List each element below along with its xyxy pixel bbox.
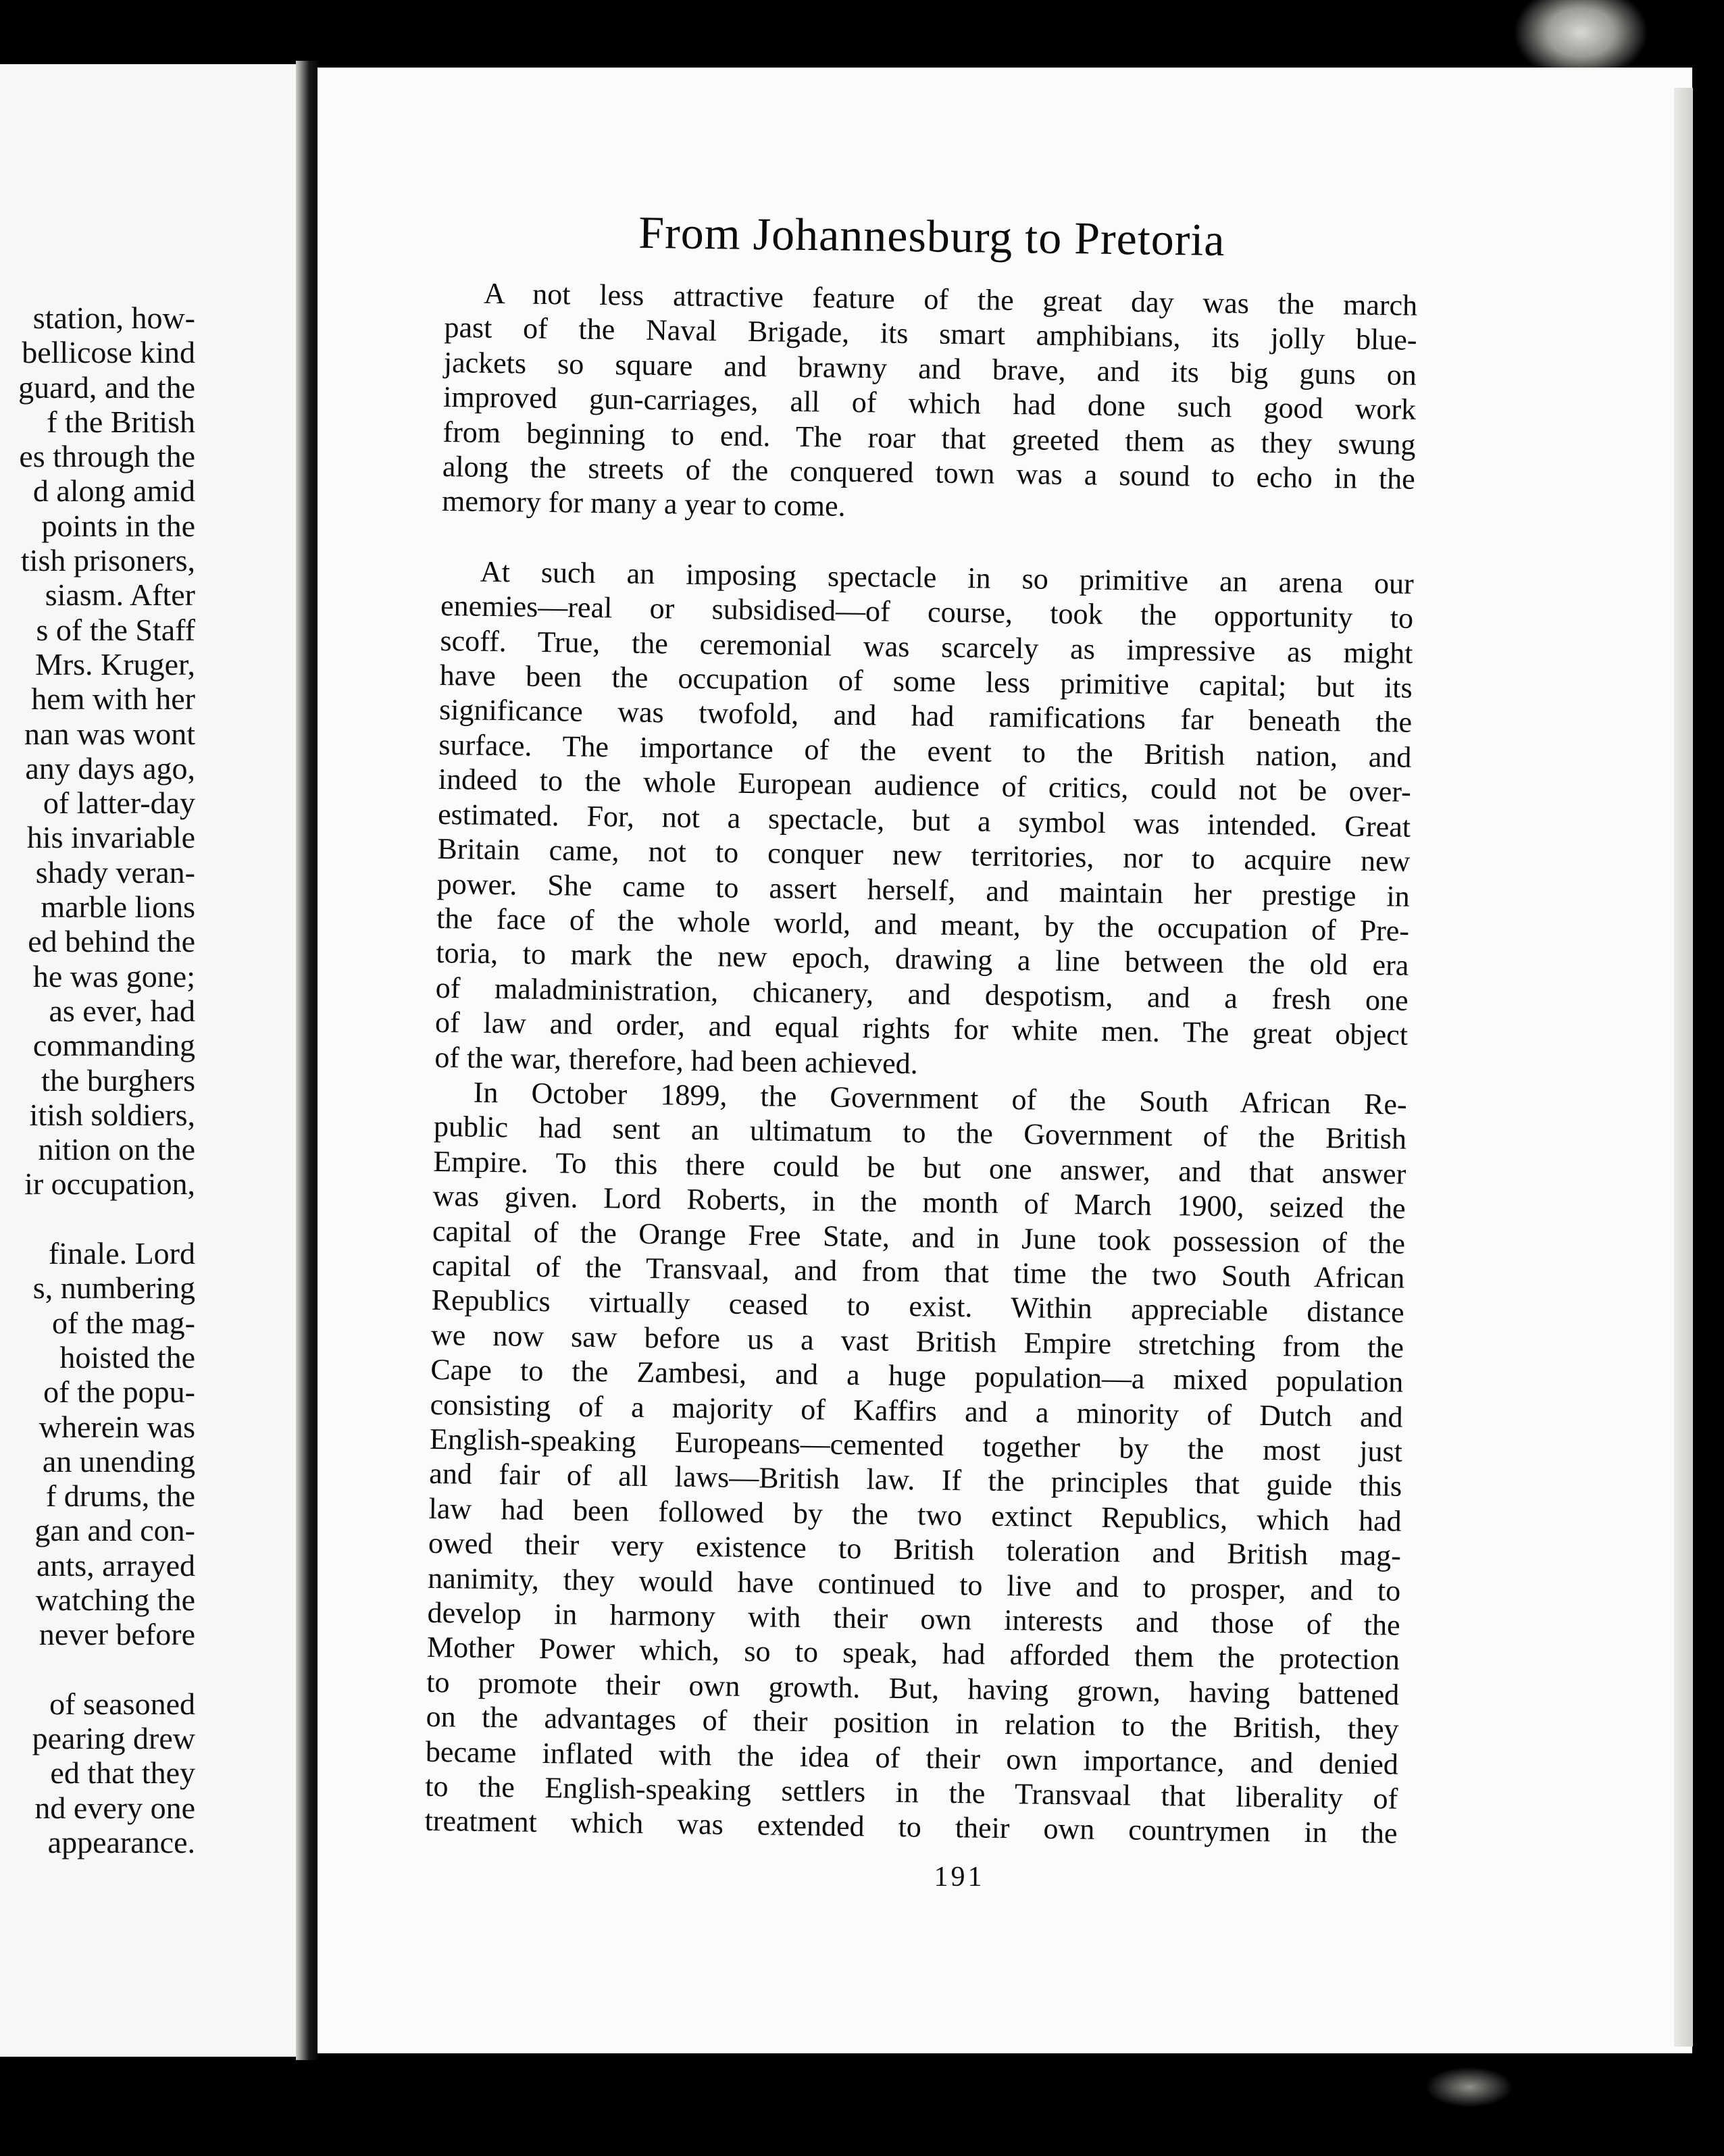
left-page-line: gan and con- xyxy=(34,1513,195,1548)
text-line: surface. The importance of the event to the British nation, and xyxy=(438,727,1412,774)
text-line: we now saw before us a vast British Empire stretching from the xyxy=(430,1318,1404,1364)
left-page-line: nd every one xyxy=(34,1790,195,1825)
left-page-line: guard, and the xyxy=(18,369,195,405)
text-line: capital of the Transvaal, and from that time the two South African xyxy=(432,1248,1405,1295)
text-line: treatment which was extended to their own countrymen in the xyxy=(424,1804,1398,1851)
text-line: In October 1899, the Government of the South African Re- xyxy=(473,1075,1407,1121)
left-page-line: never before xyxy=(39,1617,195,1652)
text-line: significance was twofold, and had ramifications far beneath the xyxy=(438,693,1413,740)
left-page-line: the burghers xyxy=(41,1062,195,1098)
text-line: Republics virtually ceased to exist. Within appreciable distance xyxy=(431,1283,1404,1330)
text-line: nanimity, they would have continued to live and to prosper, and to xyxy=(428,1561,1401,1608)
right-page xyxy=(318,68,1692,2053)
left-page-line: itish soldiers, xyxy=(29,1097,195,1132)
page-edge xyxy=(1674,88,1693,2047)
text-line: Empire. To this there could be but one answer, and that answer xyxy=(433,1144,1406,1191)
text-line: improved gun-carriages, all of which had done such good work xyxy=(442,380,1417,427)
left-page-line: hoisted the xyxy=(59,1339,195,1375)
left-page-line: watching the xyxy=(35,1582,195,1617)
text-line: Mother Power which, so to speak, had afforded them the protection xyxy=(426,1631,1400,1677)
text-line: toria, to mark the new epoch, drawing a line between the old era xyxy=(436,936,1409,983)
left-page-line: ed that they xyxy=(50,1755,195,1791)
text-line: power. She came to assert herself, and maintain her prestige in xyxy=(436,867,1411,913)
page-title: From Johannesburg to Pretoria xyxy=(638,206,1225,266)
left-page-line: es through the xyxy=(19,439,195,474)
text-line: law had been followed by the two extinct Republics, which had xyxy=(428,1491,1402,1538)
left-page-line: bellicose kind xyxy=(22,335,195,370)
text-line: consisting of a majority of Kaffirs and a minority of Dutch and xyxy=(430,1387,1403,1434)
left-page-line: he was gone; xyxy=(32,958,195,994)
text-line: public had sent an ultimatum to the Government of the British xyxy=(433,1110,1407,1156)
page-number: 191 xyxy=(934,1862,985,1893)
left-page-line: siasm. After xyxy=(45,578,195,613)
page-body xyxy=(424,276,1417,1851)
left-page-line: commanding xyxy=(32,1028,195,1063)
left-page-line: pearing drew xyxy=(32,1721,195,1756)
left-page-line: s, numbering xyxy=(32,1270,195,1306)
left-page-line: an unending xyxy=(42,1443,195,1479)
left-page-line: wherein was xyxy=(39,1409,195,1444)
text-line: English-speaking Europeans—cemented together by the most just xyxy=(429,1422,1403,1468)
left-page-line: nan was wont xyxy=(24,716,195,751)
left-page-line: s of the Staff xyxy=(36,612,195,647)
text-line: became inflated with the idea of their own importance, and denied xyxy=(425,1735,1399,1781)
left-page-line: ir occupation, xyxy=(24,1166,195,1202)
scan-artifact-bottom xyxy=(1425,2067,1513,2107)
text-line: and fair of all laws—British law. If the principles that guide this xyxy=(429,1457,1402,1504)
text-line: to the English-speaking settlers in the Transvaal that liberality of xyxy=(424,1769,1398,1816)
text-line: enemies—real or subsidised—of course, took the opportunity to xyxy=(440,589,1414,636)
text-line: capital of the Orange Free State, and in June took possession of the xyxy=(432,1214,1406,1260)
left-page-line: of seasoned xyxy=(49,1686,195,1721)
text-line: was given. Lord Roberts, in the month of March 1900, seized the xyxy=(432,1179,1406,1225)
text-line: indeed to the whole European audience of critics, could not be over- xyxy=(438,763,1412,809)
left-page-line: ants, arrayed xyxy=(36,1547,195,1583)
text-line: the face of the whole world, and meant, by the occupation of Pre- xyxy=(436,901,1410,948)
text-line: of maladministration, chicanery, and despotism, and a fresh one xyxy=(435,971,1409,1017)
text-line: develop in harmony with their own interests and those of the xyxy=(427,1595,1400,1642)
left-page-line: nition on the xyxy=(38,1132,195,1167)
left-page-line: marble lions xyxy=(41,890,195,925)
text-line: At such an imposing spectacle in so primitive an arena our xyxy=(480,555,1415,600)
page-text-block xyxy=(424,203,1419,1851)
left-page-line: Mrs. Kruger, xyxy=(34,646,195,682)
left-page-line: station, how- xyxy=(32,301,195,335)
left-page-line: hem with her xyxy=(31,682,195,717)
text-line: Cape to the Zambesi, and a huge population—a mixed population xyxy=(430,1353,1404,1399)
left-page-line: of the popu- xyxy=(43,1375,195,1410)
left-page-line: his invariable xyxy=(26,820,195,855)
left-page-line: finale. Lord xyxy=(48,1236,195,1271)
text-line: scoff. True, the ceremonial was scarcely as impressive as might xyxy=(440,623,1413,670)
text-line: past of the Naval Brigade, its smart amphibians, its jolly blue- xyxy=(444,311,1417,357)
text-line: memory for many a year to come. xyxy=(441,484,846,523)
paragraph xyxy=(424,1075,1407,1851)
paragraph xyxy=(434,554,1414,1087)
left-page-line: shady veran- xyxy=(35,854,195,890)
left-page-blank-line xyxy=(0,1202,195,1236)
text-line: from beginning to end. The roar that greeted them as they swung xyxy=(442,415,1416,461)
left-page-line: f drums, the xyxy=(45,1479,195,1514)
left-page-line: points in the xyxy=(41,508,195,543)
left-page-line: tish prisoners, xyxy=(20,543,195,578)
text-line: have been the occupation of some less primitive capital; but its xyxy=(439,659,1413,704)
book-gutter xyxy=(296,61,320,2060)
left-page-text xyxy=(0,301,195,1859)
paragraph xyxy=(442,276,1418,532)
left-page-blank-line xyxy=(0,1652,195,1687)
left-page-line: of latter-day xyxy=(43,786,195,821)
left-page-line: appearance. xyxy=(47,1825,195,1860)
text-line: on the advantages of their position in relation to the British, they xyxy=(426,1700,1399,1746)
text-line: estimated. For, not a spectacle, but a symbol was intended. Great xyxy=(437,797,1411,844)
left-page-line: any days ago, xyxy=(25,750,195,786)
text-line: jackets so square and brawny and brave, and its big guns on xyxy=(443,345,1417,392)
left-page-line: as ever, had xyxy=(49,993,195,1028)
text-line: to promote their own growth. But, having grown, having battened xyxy=(426,1665,1400,1712)
text-line: owed their very existence to British toleration and British mag- xyxy=(428,1526,1402,1572)
text-line: of the war, therefore, had been achieved. xyxy=(434,1040,919,1080)
text-line: A not less attractive feature of the great day was the march xyxy=(483,276,1418,322)
text-line: of law and order, and equal rights for white men. The great object xyxy=(434,1006,1409,1052)
left-page xyxy=(0,64,301,2057)
text-line: Britain came, not to conquer new territories, nor to acquire new xyxy=(437,832,1411,878)
left-page-line: d along amid xyxy=(32,473,195,509)
left-page-line: ed behind the xyxy=(28,924,195,959)
text-line: along the streets of the conquered town was a sound to echo in the xyxy=(442,449,1416,496)
left-page-line: f the British xyxy=(47,404,195,439)
left-page-line: of the mag- xyxy=(51,1305,195,1340)
